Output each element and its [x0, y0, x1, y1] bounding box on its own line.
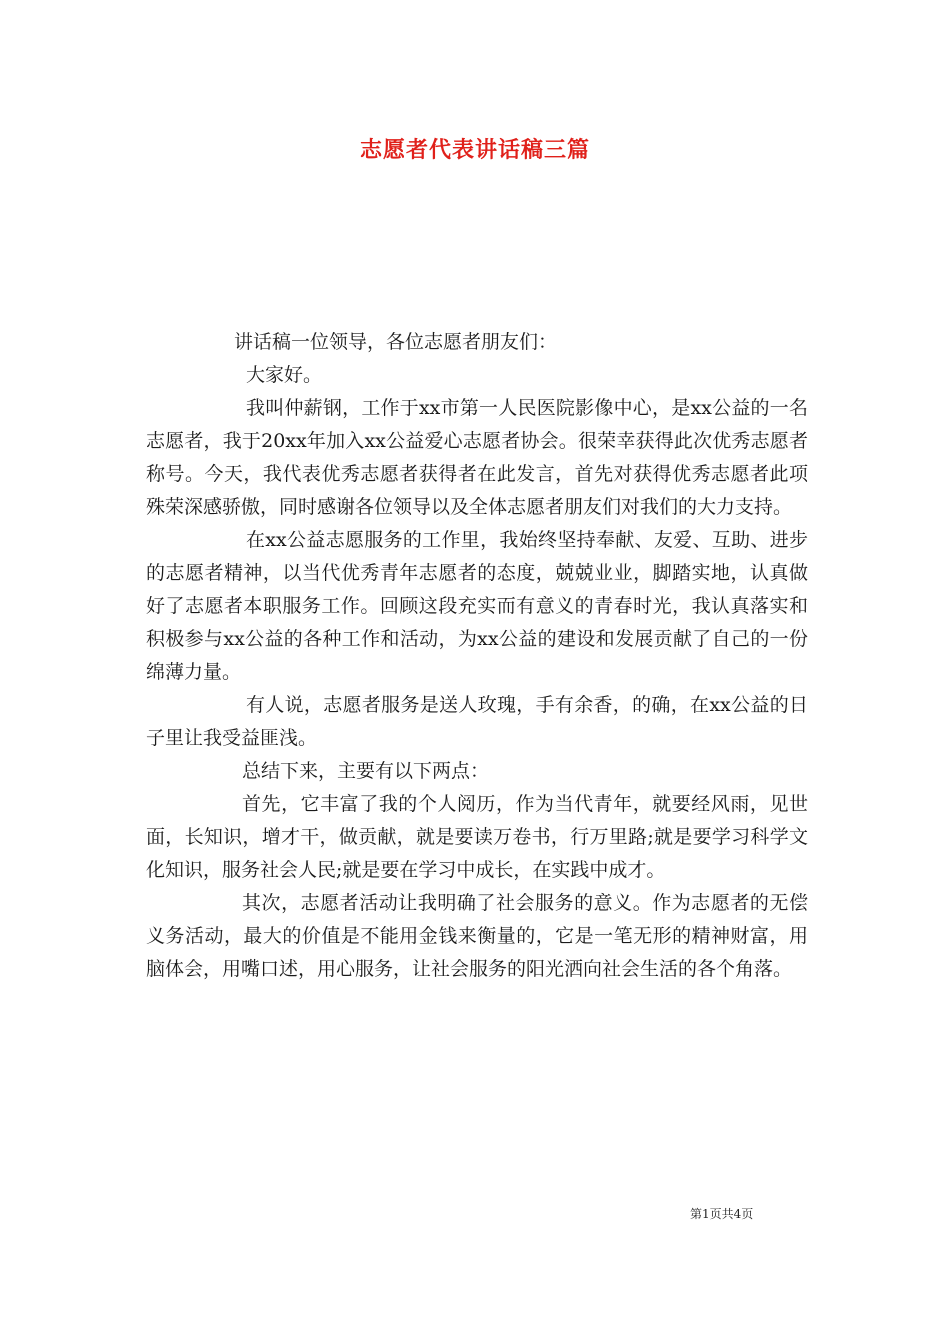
- paragraph-service: 在xx公益志愿服务的工作里，我始终坚持奉献、友爱、互助、进步的志愿者精神，以当代优秀青年志愿者的态度，兢兢业业，脚踏实地，认真做好了志愿者本职服务工作。回顾这段充实而有意义的青春时光，我认真落实和积极参与xx公益的各种工作和活动，为xx公益的建设和发展贡献了自己的一份绵薄力量。: [146, 529, 808, 683]
- page-number: 第1页共4页: [690, 1207, 754, 1221]
- salutation-line: 讲话稿一位领导，各位志愿者朋友们：: [234, 331, 558, 353]
- paragraph-first-point: 首先，它丰富了我的个人阅历，作为当代青年，就要经风雨，见世面，长知识，增才干，做贡献，就是要读万卷书，行万里路;就是要学习科学文化知识，服务社会人民;就是要在学习中成长，在实践中成才。: [146, 793, 808, 881]
- greeting-line: 大家好。: [246, 364, 323, 386]
- paragraph-summary: 总结下来，主要有以下两点：: [242, 760, 490, 782]
- paragraph-second-point: 其次，志愿者活动让我明确了社会服务的意义。作为志愿者的无偿义务活动，最大的价值是不能用金钱来衡量的，它是一笔无形的精神财富，用脑体会，用嘴口述，用心服务，让社会服务的阳光洒向社会生活的各个角落。: [146, 892, 808, 980]
- document-title: 志愿者代表讲话稿三篇: [359, 138, 590, 163]
- paragraph-benefit: 有人说，志愿者服务是送人玫瑰，手有余香，的确，在xx公益的日子里让我受益匪浅。: [146, 694, 808, 749]
- document-body: [146, 326, 808, 986]
- paragraph-intro: 我叫仲薪钢，工作于xx市第一人民医院影像中心，是xx公益的一名志愿者，我于20xx年加入xx公益爱心志愿者协会。很荣幸获得此次优秀志愿者称号。今天，我代表优秀志愿者获得者在此发言，首先对获得优秀志愿者此项殊荣深感骄傲，同时感谢各位领导以及全体志愿者朋友们对我们的大力支持。: [146, 397, 808, 518]
